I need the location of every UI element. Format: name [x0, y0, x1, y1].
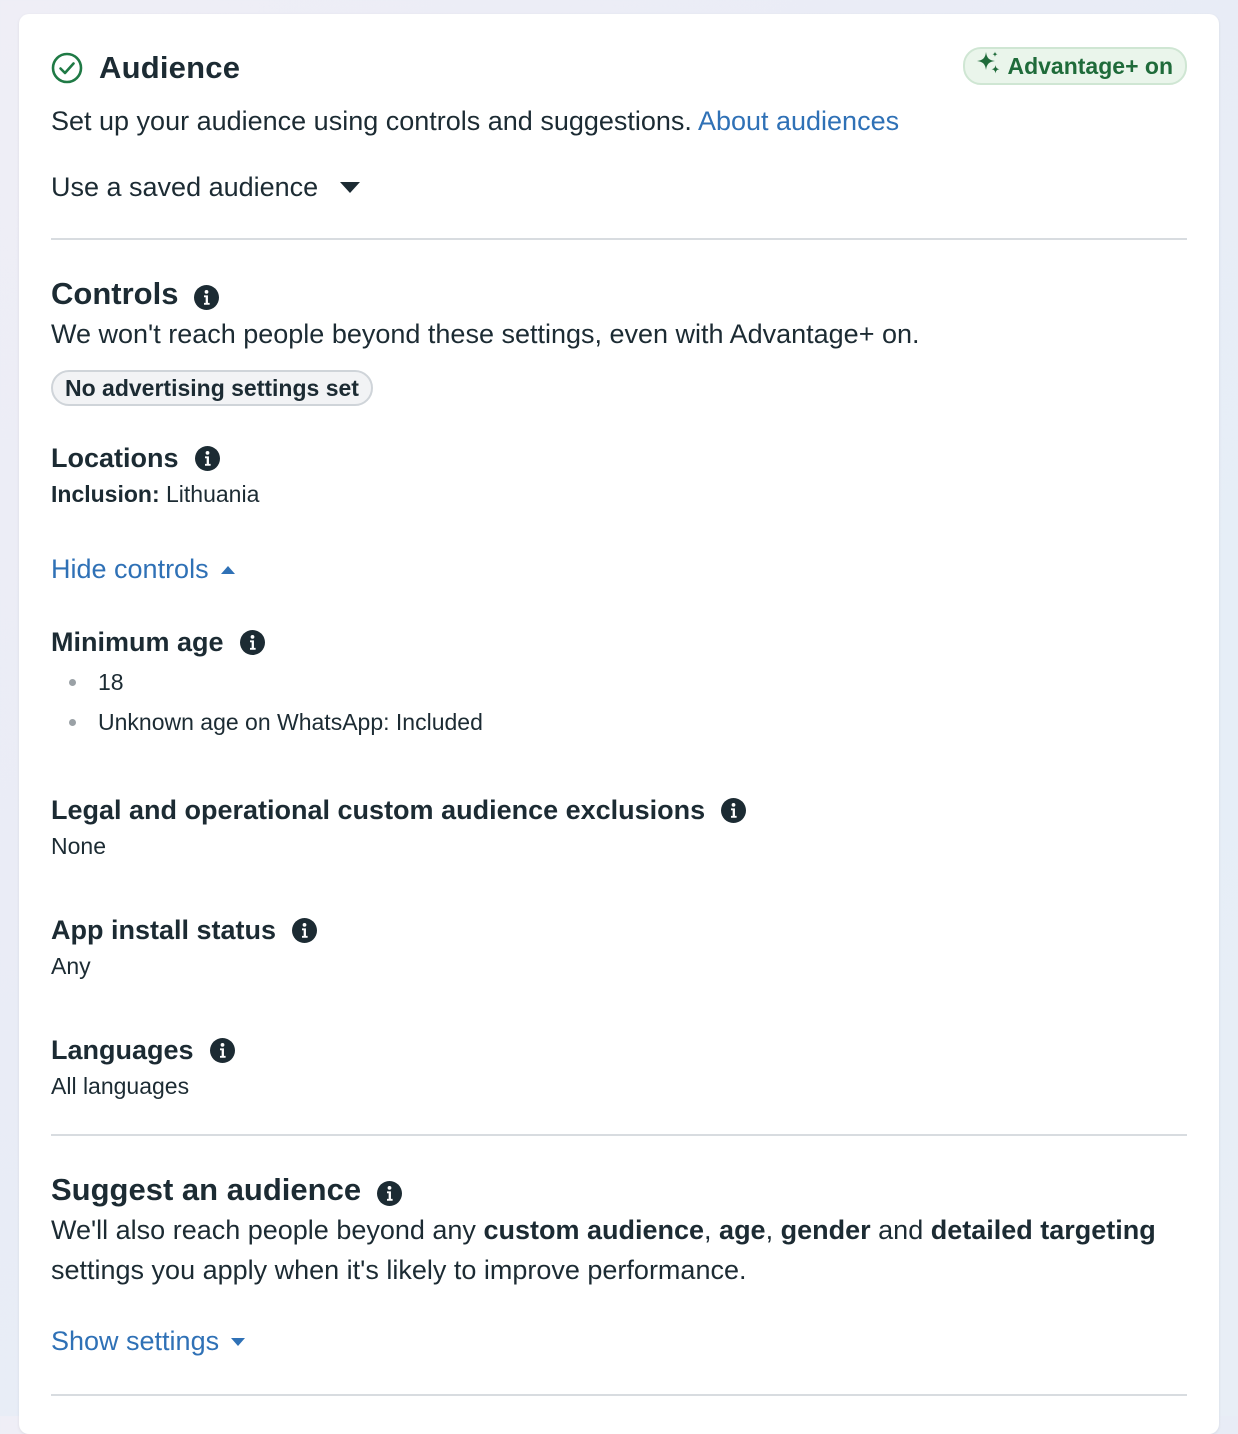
- divider: [51, 1134, 1187, 1136]
- page-title: Audience: [99, 50, 241, 85]
- controls-heading: [51, 276, 219, 312]
- suggest-description-line-2: settings you apply when it's likely to improve performance.: [51, 1255, 747, 1285]
- suggest-text: and: [878, 1215, 924, 1245]
- about-audiences-link[interactable]: About audiences: [697, 106, 900, 136]
- info-icon[interactable]: [377, 1178, 402, 1203]
- app-install-title: App install status: [51, 915, 277, 945]
- advantage-plus-label: Advantage+ on: [1007, 52, 1173, 79]
- controls-title: Controls: [51, 276, 179, 311]
- suggest-separator: ,: [704, 1215, 712, 1245]
- minimum-age-value: 18: [98, 668, 124, 695]
- divider: [51, 238, 1187, 240]
- show-settings-link[interactable]: [51, 1326, 245, 1357]
- locations-value: [51, 481, 259, 508]
- languages-heading: [51, 1035, 235, 1066]
- check-circle-icon: [51, 52, 83, 84]
- exclusions-value: None: [51, 833, 106, 859]
- list-item: [69, 702, 483, 742]
- bullet: [69, 719, 76, 726]
- app-install-value: Any: [51, 953, 91, 979]
- suggest-bold-detailed-targeting: detailed targeting: [930, 1215, 1156, 1245]
- unknown-age-value: Unknown age on WhatsApp: Included: [98, 708, 483, 735]
- info-icon[interactable]: [195, 446, 220, 471]
- divider: [51, 1394, 1187, 1396]
- controls-description: We won't reach people beyond these settings, even with Advantage+ on.: [51, 319, 920, 349]
- show-settings-label: Show settings: [51, 1326, 220, 1356]
- locations-heading: [51, 443, 220, 474]
- suggest-bold-gender: gender: [780, 1215, 871, 1245]
- exclusions-heading: [51, 795, 746, 826]
- info-icon[interactable]: [240, 630, 265, 655]
- minimum-age-title: Minimum age: [51, 627, 224, 657]
- app-install-heading: [51, 915, 317, 946]
- minimum-age-list: [69, 662, 483, 742]
- audience-header: [51, 50, 240, 86]
- audience-subtitle: [51, 106, 899, 137]
- suggest-description-line-1: [51, 1215, 1156, 1246]
- locations-inclusion-value: Lithuania: [166, 481, 260, 507]
- locations-inclusion-label: Inclusion:: [51, 481, 160, 507]
- hide-controls-label: Hide controls: [51, 554, 209, 584]
- bullet: [69, 679, 76, 686]
- locations-title: Locations: [51, 443, 179, 473]
- saved-audience-dropdown[interactable]: [51, 172, 360, 203]
- languages-title: Languages: [51, 1035, 194, 1065]
- advantage-plus-badge[interactable]: [963, 47, 1187, 85]
- hide-controls-link[interactable]: [51, 554, 235, 585]
- list-item: [69, 662, 483, 702]
- saved-audience-label: Use a saved audience: [51, 172, 319, 202]
- minimum-age-heading: [51, 627, 265, 658]
- suggest-separator: ,: [765, 1215, 774, 1245]
- suggest-bold-age: age: [719, 1215, 766, 1245]
- chevron-up-icon: [221, 566, 235, 574]
- chevron-down-icon: [340, 182, 360, 193]
- info-icon[interactable]: [194, 282, 219, 307]
- languages-value: All languages: [51, 1073, 190, 1099]
- audience-subtitle-text: Set up your audience using controls and suggestions.: [51, 106, 692, 136]
- info-icon[interactable]: [292, 918, 317, 943]
- suggest-text: We'll also reach people beyond any: [51, 1215, 476, 1245]
- chevron-down-icon: [231, 1338, 245, 1346]
- suggest-bold-custom-audience: custom audience: [483, 1215, 705, 1245]
- audience-card: [19, 14, 1219, 1434]
- info-icon[interactable]: [721, 798, 746, 823]
- suggest-heading: [51, 1172, 402, 1208]
- sparkle-icon: [975, 50, 1007, 82]
- exclusions-title: Legal and operational custom audience exclusions: [51, 795, 706, 825]
- info-icon[interactable]: [210, 1038, 235, 1063]
- suggest-title: Suggest an audience: [51, 1172, 362, 1207]
- no-advertising-settings-pill: No advertising settings set: [51, 370, 373, 406]
